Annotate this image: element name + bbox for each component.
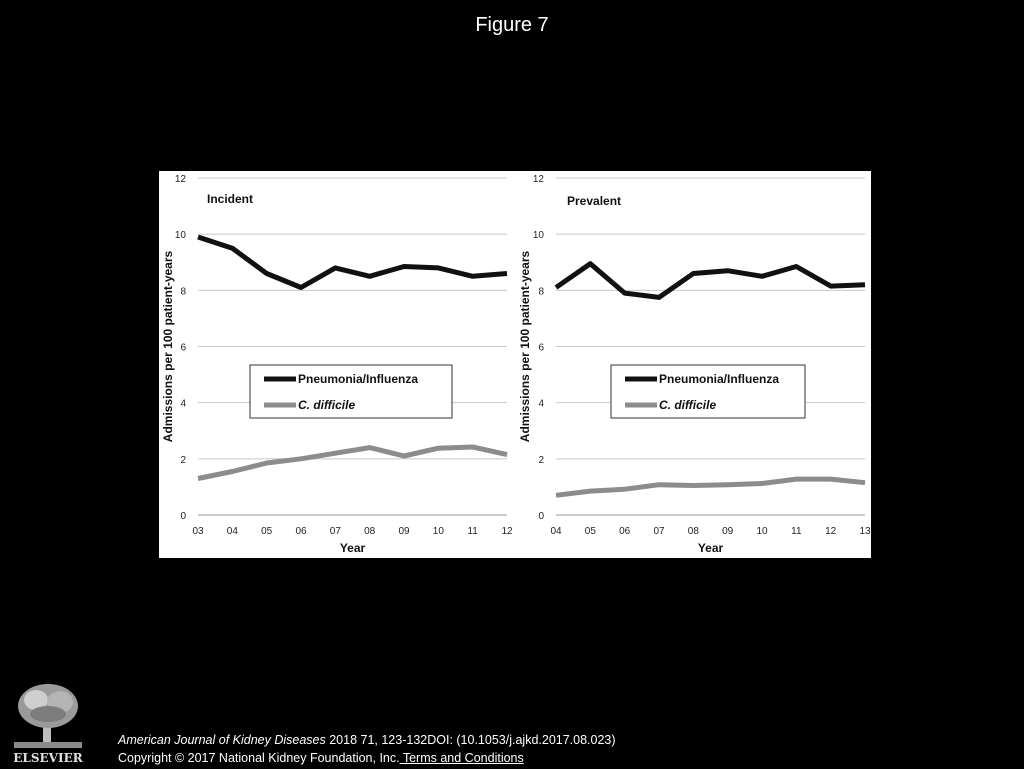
legend-label: Pneumonia/Influenza [298,372,418,386]
x-tick-label: 12 [825,526,837,537]
citation-journal: American Journal of Kidney Diseases [118,733,326,747]
series-line-pneumonia [198,237,507,288]
y-axis-title: Admissions per 100 patient-years [161,250,175,442]
x-tick-label: 06 [619,526,631,537]
y-axis-title: Admissions per 100 patient-years [518,250,532,442]
copyright-text: Copyright © 2017 National Kidney Foundation, Inc. [118,751,400,765]
y-tick-label: 6 [180,343,186,354]
y-tick-label: 4 [538,399,544,410]
x-tick-label: 10 [433,526,445,537]
y-tick-label: 2 [538,455,544,466]
x-tick-label: 06 [295,526,307,537]
citation-block [118,731,616,767]
x-tick-label: 03 [192,526,204,537]
series-line-cdiff [198,447,507,479]
citation-details: 2018 71, 123-132DOI: (10.1053/j.ajkd.2017.08.023) [326,733,616,747]
x-tick-label: 05 [261,526,273,537]
y-tick-label: 0 [180,511,186,522]
copyright-line [118,749,616,767]
panel-label: Prevalent [567,194,621,208]
legend-label: C. difficile [659,398,716,412]
elsevier-wordmark: ELSEVIER [13,751,83,764]
series-line-pneumonia [556,264,865,298]
y-tick-label: 0 [538,511,544,522]
x-axis-title: Year [698,541,724,555]
y-tick-label: 4 [180,399,186,410]
elsevier-logo [8,680,88,764]
terms-link[interactable]: Terms and Conditions [400,751,524,765]
x-tick-label: 13 [859,526,871,537]
figure-chart [159,171,871,558]
y-tick-label: 2 [180,455,186,466]
x-tick-label: 08 [364,526,376,537]
x-tick-label: 10 [756,526,768,537]
y-tick-label: 12 [175,174,187,185]
legend-label: C. difficile [298,398,355,412]
x-tick-label: 07 [330,526,342,537]
elsevier-tree-icon [8,680,88,764]
series-line-cdiff [556,479,865,495]
x-tick-label: 09 [722,526,734,537]
y-tick-label: 8 [538,286,544,297]
x-axis-title: Year [340,541,366,555]
legend-label: Pneumonia/Influenza [659,372,779,386]
y-tick-label: 10 [533,230,545,241]
x-tick-label: 04 [550,526,562,537]
y-tick-label: 10 [175,230,187,241]
x-tick-label: 12 [501,526,513,537]
y-tick-label: 12 [533,174,545,185]
x-tick-label: 04 [227,526,239,537]
chart-panel-incident [161,174,513,555]
citation-line [118,731,616,749]
x-tick-label: 09 [398,526,410,537]
legend [250,365,452,418]
x-tick-label: 11 [467,526,478,537]
legend [611,365,805,418]
x-tick-label: 08 [688,526,700,537]
figure-panel [159,171,871,558]
slide-title: Figure 7 [0,14,1024,37]
x-tick-label: 07 [653,526,665,537]
y-tick-label: 8 [180,286,186,297]
y-tick-label: 6 [538,343,544,354]
x-tick-label: 11 [791,526,802,537]
x-tick-label: 05 [585,526,597,537]
panel-label: Incident [207,192,253,206]
chart-panel-prevalent [518,174,871,555]
